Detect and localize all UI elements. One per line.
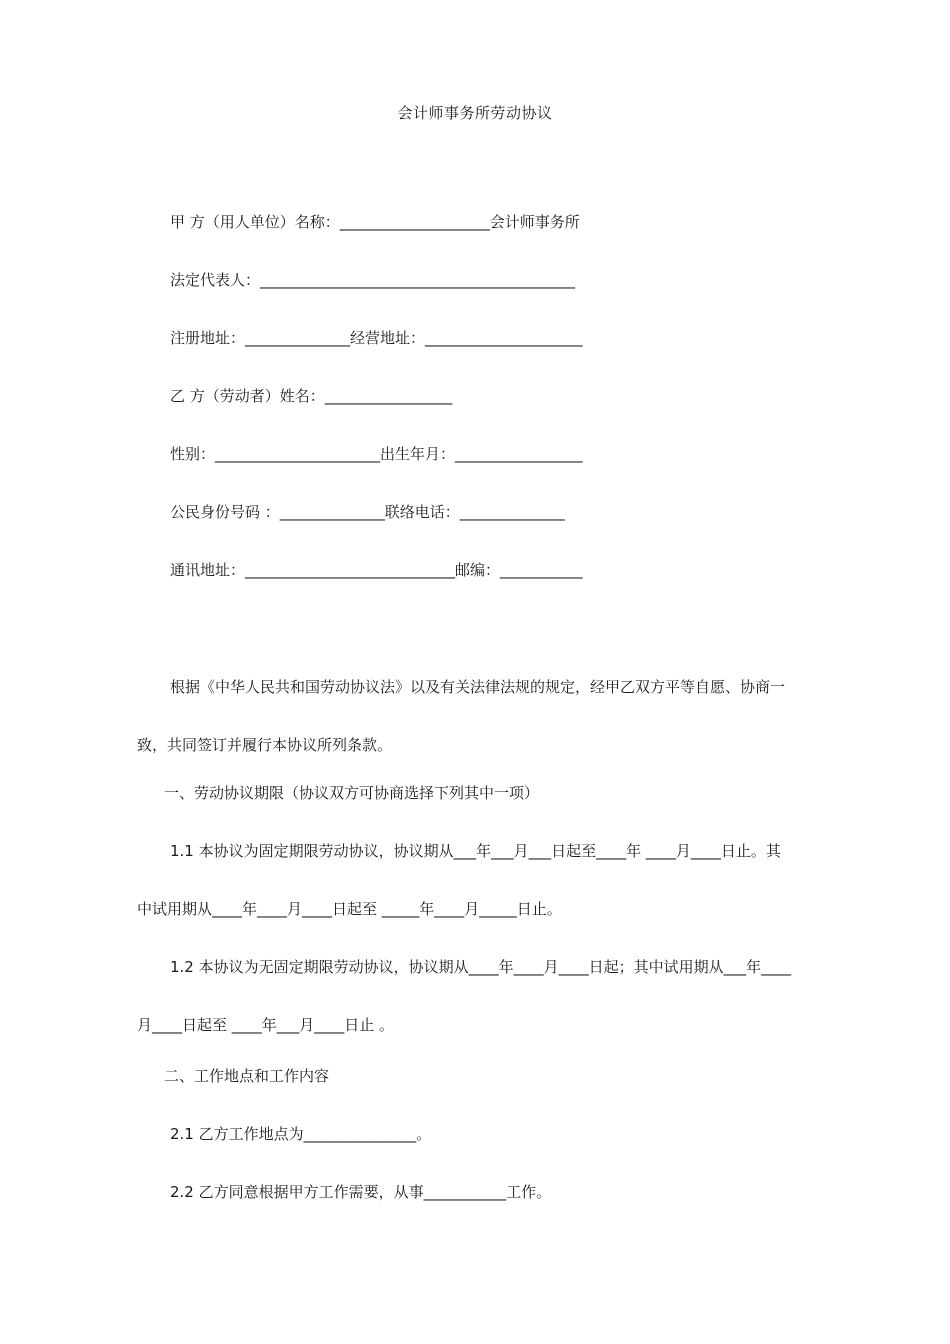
party-b-id-phone-field: 公民身份号码 ：______________联络电话：______________ [170, 503, 565, 521]
preamble-line-1: 根据《中华人民共和国劳动协议法》以及有关法律法规的规定，经甲乙双方平等自愿、协商一 [170, 678, 786, 696]
document-title: 会计师事务所劳动协议 [397, 104, 553, 122]
party-b-gender-birth-field: 性别：______________________出生年月：_________________ [170, 445, 583, 463]
party-b-name-field: 乙 方（劳动者）姓名：_________________ [170, 387, 453, 405]
section-1-heading: 一、劳动协议期限（协议双方可协商选择下列其中一项） [164, 784, 540, 802]
clause-1-1-line-2: 中试用期从____年____月____日起至 _____年____月_____日止。 [137, 900, 562, 918]
party-a-address-field: 注册地址：______________经营地址：_____________________ [170, 329, 583, 347]
party-a-representative-field: 法定代表人：__________________________________________ [170, 271, 576, 289]
clause-1-2-line-2: 月____日起至 ____年___月____日止 。 [137, 1016, 395, 1034]
party-b-address-postcode-field: 通讯地址：____________________________邮编：___________ [170, 561, 583, 579]
party-a-name-field: 甲 方（用人单位）名称：____________________会计师事务所 [170, 213, 580, 231]
preamble-line-2: 致，共同签订并履行本协议所列条款。 [137, 736, 393, 754]
clause-1-2-line-1: 1.2 本协议为无固定期限劳动协议，协议期从____年____月____日起；其中试用期从___年____ [170, 958, 792, 976]
clause-2-1: 2.1 乙方工作地点为_______________。 [170, 1125, 432, 1143]
clause-2-2: 2.2 乙方同意根据甲方工作需要，从事___________工作。 [170, 1183, 552, 1201]
section-2-heading: 二、工作地点和工作内容 [164, 1067, 330, 1085]
clause-1-1-line-1: 1.1 本协议为固定期限劳动协议，协议期从___年___月___日起至____年 ____月____日止。其 [170, 842, 781, 860]
